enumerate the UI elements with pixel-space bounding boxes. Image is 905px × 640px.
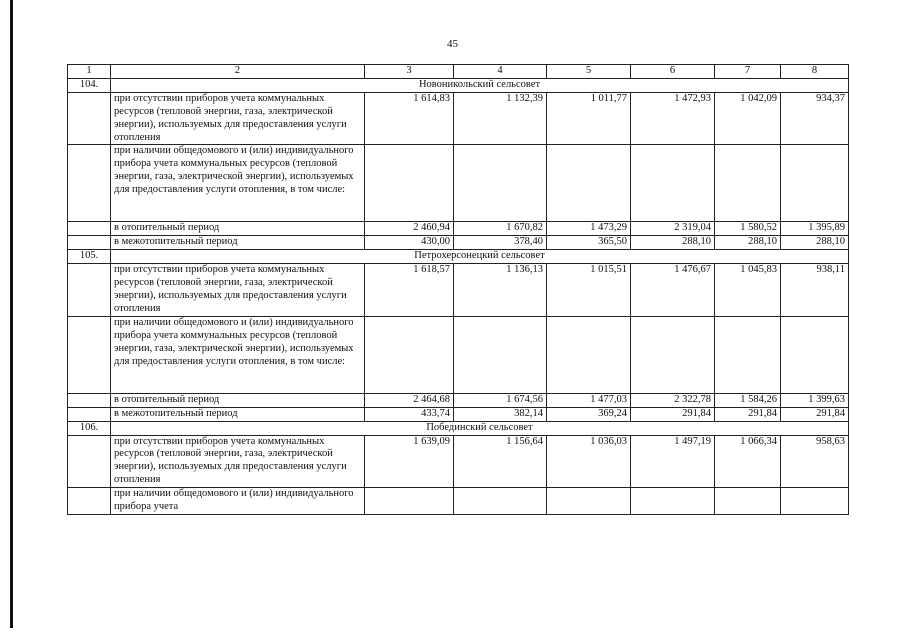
value-cell-col-5 — [547, 145, 631, 222]
row-label: при наличии общедомового и (или) индивидуального прибора учета — [111, 488, 365, 515]
row-label: в межотопительный период — [111, 407, 365, 421]
value-cell-col-3: 1 639,09 — [365, 435, 454, 488]
table-row — [68, 316, 849, 393]
value-cell-col-4 — [454, 316, 547, 393]
value-cell-col-7: 1 584,26 — [715, 393, 781, 407]
row-number-cell — [68, 488, 111, 515]
value-cell-col-4: 1 156,64 — [454, 435, 547, 488]
value-cell-col-3 — [365, 488, 454, 515]
value-cell-col-6: 1 472,93 — [631, 92, 715, 145]
value-cell-col-3 — [365, 145, 454, 222]
column-header-4: 4 — [454, 65, 547, 79]
section-number: 105. — [68, 250, 111, 264]
value-cell-col-7 — [715, 488, 781, 515]
header-row — [68, 65, 849, 79]
value-cell-col-7: 288,10 — [715, 236, 781, 250]
value-cell-col-6: 291,84 — [631, 407, 715, 421]
value-cell-col-5 — [547, 488, 631, 515]
value-cell-col-8 — [781, 145, 849, 222]
column-header-2: 2 — [111, 65, 365, 79]
table-row — [68, 145, 849, 222]
value-cell-col-5: 1 473,29 — [547, 222, 631, 236]
value-cell-col-8: 1 395,89 — [781, 222, 849, 236]
value-cell-col-3 — [365, 316, 454, 393]
value-cell-col-5: 1 036,03 — [547, 435, 631, 488]
section-row — [68, 250, 849, 264]
section-number: 106. — [68, 421, 111, 435]
value-cell-col-5: 369,24 — [547, 407, 631, 421]
column-header-7: 7 — [715, 65, 781, 79]
value-cell-col-7: 1 045,83 — [715, 264, 781, 317]
table-row — [68, 236, 849, 250]
value-cell-col-8: 288,10 — [781, 236, 849, 250]
value-cell-col-7 — [715, 145, 781, 222]
row-label: в межотопительный период — [111, 236, 365, 250]
value-cell-col-3: 2 464,68 — [365, 393, 454, 407]
row-label: при отсутствии приборов учета коммунальных ресурсов (тепловой энергии, газа, электрической энергии), используемых для предоставления услуги отопления — [111, 264, 365, 317]
value-cell-col-8 — [781, 488, 849, 515]
table-body — [68, 65, 849, 515]
value-cell-col-5: 365,50 — [547, 236, 631, 250]
row-number-cell — [68, 92, 111, 145]
value-cell-col-3: 430,00 — [365, 236, 454, 250]
section-name: Новоникольский сельсовет — [111, 78, 849, 92]
value-cell-col-4: 1 132,39 — [454, 92, 547, 145]
table-row — [68, 393, 849, 407]
table-row — [68, 264, 849, 317]
column-header-1: 1 — [68, 65, 111, 79]
section-row — [68, 78, 849, 92]
row-label: в отопительный период — [111, 222, 365, 236]
row-number-cell — [68, 222, 111, 236]
table-row — [68, 488, 849, 515]
value-cell-col-6: 288,10 — [631, 236, 715, 250]
page-edge-bar — [10, 0, 13, 628]
value-cell-col-7: 1 066,34 — [715, 435, 781, 488]
value-cell-col-4: 382,14 — [454, 407, 547, 421]
column-header-5: 5 — [547, 65, 631, 79]
row-number-cell — [68, 407, 111, 421]
value-cell-col-5 — [547, 316, 631, 393]
value-cell-col-3: 1 618,57 — [365, 264, 454, 317]
value-cell-col-4: 1 136,13 — [454, 264, 547, 317]
value-cell-col-8: 958,63 — [781, 435, 849, 488]
value-cell-col-7 — [715, 316, 781, 393]
value-cell-col-4: 378,40 — [454, 236, 547, 250]
row-number-cell — [68, 145, 111, 222]
value-cell-col-7: 1 580,52 — [715, 222, 781, 236]
row-number-cell — [68, 393, 111, 407]
value-cell-col-8: 934,37 — [781, 92, 849, 145]
column-header-3: 3 — [365, 65, 454, 79]
value-cell-col-3: 433,74 — [365, 407, 454, 421]
value-cell-col-4: 1 670,82 — [454, 222, 547, 236]
section-name: Петрохерсонецкий сельсовет — [111, 250, 849, 264]
value-cell-col-3: 1 614,83 — [365, 92, 454, 145]
column-header-8: 8 — [781, 65, 849, 79]
row-number-cell — [68, 435, 111, 488]
value-cell-col-5: 1 015,51 — [547, 264, 631, 317]
value-cell-col-7: 1 042,09 — [715, 92, 781, 145]
section-number: 104. — [68, 78, 111, 92]
value-cell-col-4: 1 674,56 — [454, 393, 547, 407]
row-number-cell — [68, 264, 111, 317]
column-header-6: 6 — [631, 65, 715, 79]
value-cell-col-6 — [631, 316, 715, 393]
value-cell-col-6: 1 497,19 — [631, 435, 715, 488]
value-cell-col-6 — [631, 488, 715, 515]
value-cell-col-5: 1 011,77 — [547, 92, 631, 145]
row-label: при отсутствии приборов учета коммунальных ресурсов (тепловой энергии, газа, электрической энергии), используемых для предоставления услуги отопления — [111, 92, 365, 145]
tariff-table — [67, 64, 849, 515]
value-cell-col-8: 1 399,63 — [781, 393, 849, 407]
row-label: при наличии общедомового и (или) индивидуального прибора учета коммунальных ресурсов (тепловой энергии, газа, электрической энергии), используемых для предоставления услуги отопления, в том числе: — [111, 316, 365, 393]
value-cell-col-6 — [631, 145, 715, 222]
table-row — [68, 435, 849, 488]
value-cell-col-6: 2 319,04 — [631, 222, 715, 236]
value-cell-col-5: 1 477,03 — [547, 393, 631, 407]
value-cell-col-8: 291,84 — [781, 407, 849, 421]
table-row — [68, 92, 849, 145]
row-number-cell — [68, 316, 111, 393]
value-cell-col-7: 291,84 — [715, 407, 781, 421]
value-cell-col-4 — [454, 488, 547, 515]
value-cell-col-6: 1 476,67 — [631, 264, 715, 317]
section-row — [68, 421, 849, 435]
value-cell-col-4 — [454, 145, 547, 222]
page-number: 45 — [447, 38, 458, 50]
value-cell-col-6: 2 322,78 — [631, 393, 715, 407]
value-cell-col-8 — [781, 316, 849, 393]
table-row — [68, 407, 849, 421]
row-label: в отопительный период — [111, 393, 365, 407]
section-name: Побединский сельсовет — [111, 421, 849, 435]
value-cell-col-3: 2 460,94 — [365, 222, 454, 236]
value-cell-col-8: 938,11 — [781, 264, 849, 317]
row-label: при отсутствии приборов учета коммунальных ресурсов (тепловой энергии, газа, электрической энергии), используемых для предоставления услуги отопления — [111, 435, 365, 488]
row-number-cell — [68, 236, 111, 250]
row-label: при наличии общедомового и (или) индивидуального прибора учета коммунальных ресурсов (тепловой энергии, газа, электрической энергии), используемых для предоставления услуги отопления, в том числе: — [111, 145, 365, 222]
table-row — [68, 222, 849, 236]
